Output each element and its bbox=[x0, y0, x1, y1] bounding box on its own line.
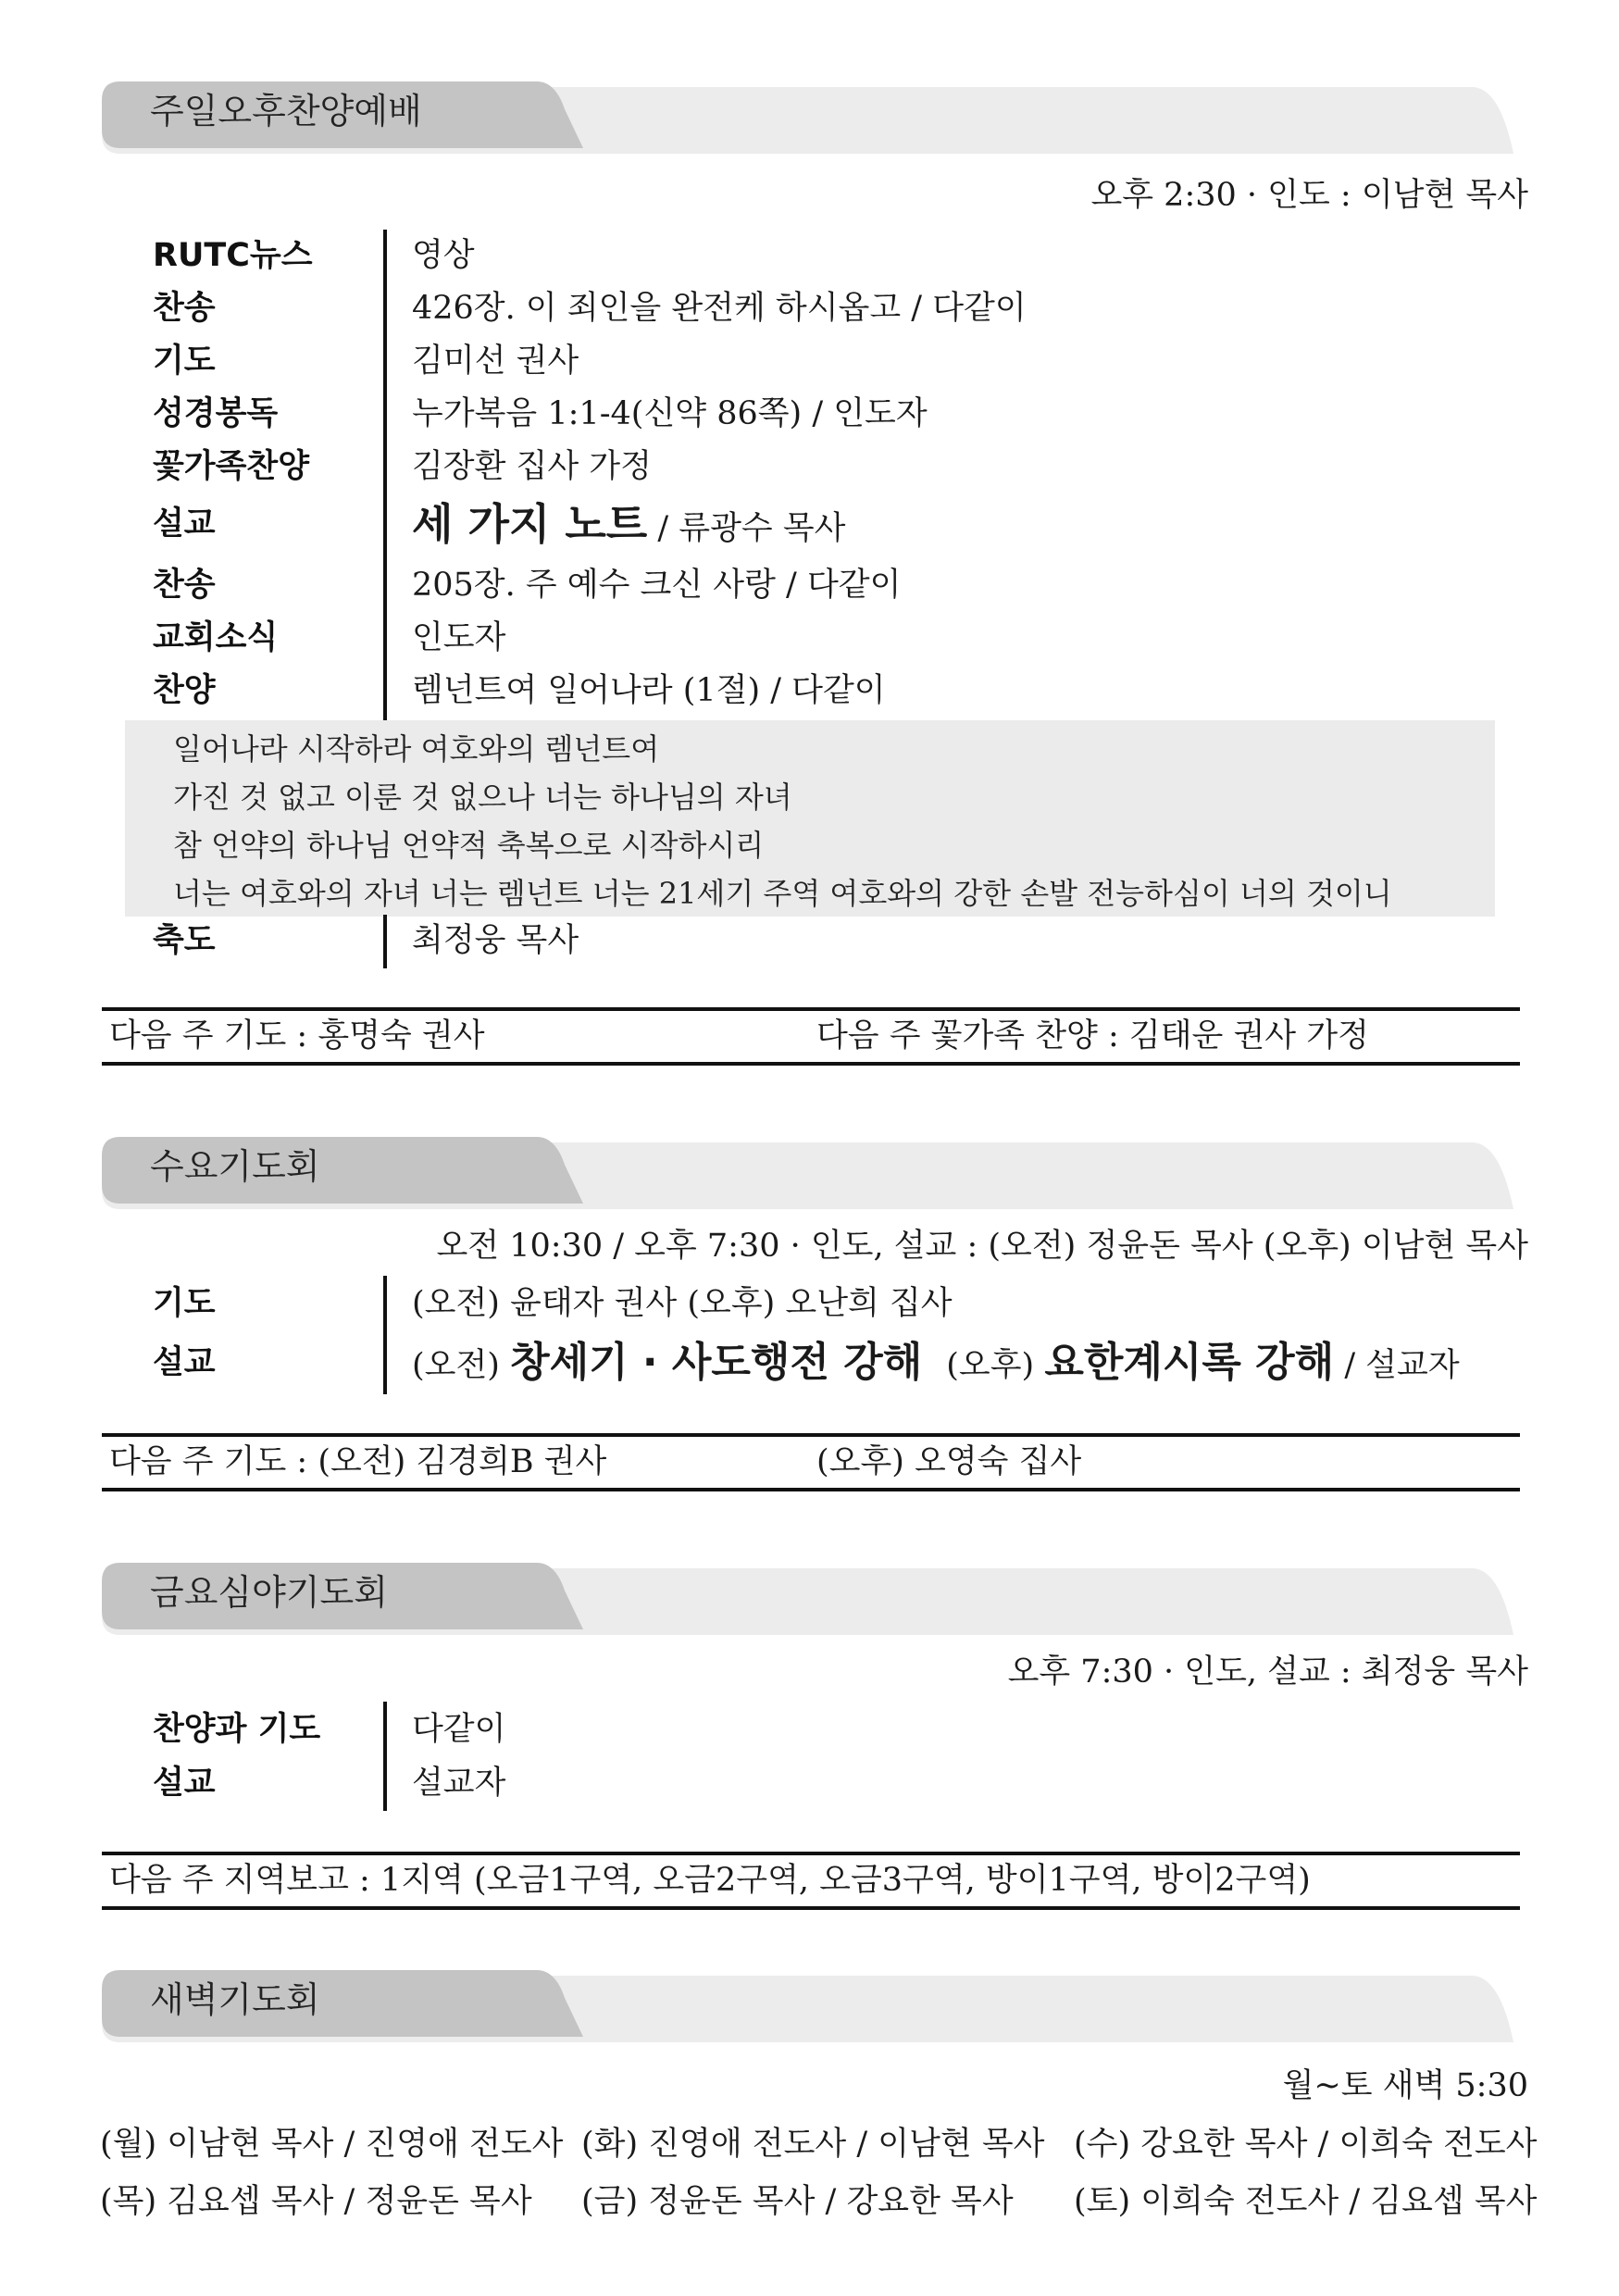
wednesday-time: 오전 10:30 / 오후 7:30 · 인도, 설교 : (오전) 정윤돈 목사 (오후) 이남현 목사 bbox=[436, 1228, 1528, 1265]
next-week-prayer-pm: (오후) 오영숙 집사 bbox=[816, 1443, 1082, 1480]
sermon-row bbox=[153, 1337, 1523, 1389]
section-header-friday bbox=[102, 1563, 1518, 1635]
order-label: 찬양과 기도 bbox=[153, 1711, 321, 1748]
order-value bbox=[412, 498, 845, 555]
next-week-prayer: 다음 주 기도 : 홍명숙 권사 bbox=[109, 1017, 485, 1054]
sunday-time: 오후 2:30 · 인도 : 이남현 목사 bbox=[1090, 177, 1528, 214]
order-row bbox=[153, 441, 1523, 493]
order-value bbox=[412, 1337, 1460, 1391]
order-value: 김미선 권사 bbox=[412, 343, 579, 380]
order-value: 누가복음 1:1-4(신약 86쪽) / 인도자 bbox=[412, 395, 928, 432]
order-label: 찬송 bbox=[153, 567, 216, 604]
order-row bbox=[153, 1703, 1523, 1755]
order-value: 김장환 집사 가정 bbox=[412, 448, 652, 485]
lyric-line: 참 언약의 하나님 언약적 축복으로 시작하시리 bbox=[173, 828, 765, 863]
order-label: 설교 bbox=[153, 1344, 216, 1381]
lyric-line: 가진 것 없고 이룬 것 없으나 너는 하나님의 자녀 bbox=[173, 780, 792, 815]
section-title: 주일오후찬양예배 bbox=[150, 91, 422, 131]
order-row bbox=[153, 1757, 1523, 1809]
next-week-region-report: 다음 주 지역보고 : 1지역 (오금1구역, 오금2구역, 오금3구역, 방이1구역, 방이2구역) bbox=[109, 1862, 1311, 1899]
order-label: 설교 bbox=[153, 505, 216, 543]
dawn-day-entry: (토) 이희숙 전도사 / 김요셉 목사 bbox=[1074, 2183, 1538, 2220]
dawn-day-entry: (월) 이남현 목사 / 진영애 전도사 bbox=[100, 2126, 564, 2163]
order-row bbox=[153, 282, 1523, 334]
order-row bbox=[153, 559, 1523, 611]
benediction-row bbox=[153, 915, 1523, 967]
next-week-box bbox=[102, 1433, 1520, 1491]
order-label: 꽃가족찬양 bbox=[153, 448, 310, 485]
next-week-prayer-am: 다음 주 기도 : (오전) 김경희B 권사 bbox=[109, 1443, 607, 1480]
section-title: 수요기도회 bbox=[150, 1146, 320, 1187]
sermon-am-prefix: (오전) bbox=[412, 1347, 511, 1384]
order-value: 인도자 bbox=[412, 619, 506, 656]
lyric-line: 일어나라 시작하라 여호와의 렘넌트여 bbox=[173, 731, 660, 767]
order-label: 교회소식 bbox=[153, 619, 279, 656]
section-header-wednesday bbox=[102, 1137, 1518, 1209]
friday-time: 오후 7:30 · 인도, 설교 : 최정웅 목사 bbox=[1007, 1653, 1528, 1691]
order-value: 렘넌트여 일어나라 (1절) / 다같이 bbox=[412, 672, 886, 709]
order-label: 기도 bbox=[153, 1285, 216, 1322]
order-label: 축도 bbox=[153, 922, 216, 959]
lyrics-box bbox=[125, 720, 1495, 917]
lyric-line: 너는 여호와의 자녀 너는 렘넌트 너는 21세기 주역 여호와의 강한 손발 전능하심이 너의 것이니 bbox=[173, 876, 1392, 911]
prayer-row bbox=[153, 1278, 1523, 1329]
order-label: RUTC뉴스 bbox=[153, 237, 313, 274]
sermon-pm-title: 요한계시록 강해 bbox=[1044, 1339, 1335, 1386]
sermon-pm-prefix: (오후) bbox=[946, 1347, 1045, 1384]
sermon-preacher: / 류광수 목사 bbox=[647, 510, 846, 547]
section-header-dawn bbox=[102, 1970, 1518, 2042]
sermon-suffix: / 설교자 bbox=[1334, 1347, 1460, 1384]
dawn-day-entry: (화) 진영애 전도사 / 이남현 목사 bbox=[581, 2126, 1045, 2163]
order-value: 205장. 주 예수 크신 사랑 / 다같이 bbox=[412, 567, 902, 604]
section-title: 금요심야기도회 bbox=[150, 1572, 388, 1613]
section-title: 새벽기도회 bbox=[150, 1979, 320, 2020]
order-row bbox=[153, 388, 1523, 440]
sermon-am-title: 창세기 · 사도행전 강해 bbox=[510, 1339, 923, 1386]
order-value: (오전) 윤태자 권사 (오후) 오난희 집사 bbox=[412, 1285, 953, 1322]
order-row bbox=[153, 335, 1523, 387]
order-row bbox=[153, 612, 1523, 664]
order-label: 설교 bbox=[153, 1765, 216, 1802]
order-value: 영상 bbox=[412, 237, 475, 274]
dawn-day-entry: (수) 강요한 목사 / 이희숙 전도사 bbox=[1074, 2126, 1538, 2163]
dawn-day-entry: (목) 김요셉 목사 / 정윤돈 목사 bbox=[100, 2183, 532, 2220]
order-label: 찬양 bbox=[153, 672, 216, 709]
order-row bbox=[153, 230, 1523, 281]
order-value: 다같이 bbox=[412, 1711, 506, 1748]
order-value: 최정웅 목사 bbox=[412, 922, 579, 959]
sermon-row bbox=[153, 498, 1523, 550]
order-row bbox=[153, 665, 1523, 717]
order-value: 설교자 bbox=[412, 1765, 506, 1802]
order-label: 기도 bbox=[153, 343, 216, 380]
section-header-sunday bbox=[102, 81, 1518, 154]
next-week-box bbox=[102, 1852, 1520, 1910]
next-week-box bbox=[102, 1007, 1520, 1066]
order-value: 426장. 이 죄인을 완전케 하시옵고 / 다같이 bbox=[412, 290, 1027, 327]
sermon-title: 세 가지 노트 bbox=[412, 499, 648, 549]
order-label: 찬송 bbox=[153, 290, 216, 327]
order-label: 성경봉독 bbox=[153, 395, 279, 432]
dawn-day-entry: (금) 정윤돈 목사 / 강요한 목사 bbox=[581, 2183, 1014, 2220]
dawn-time: 월~토 새벽 5:30 bbox=[1282, 2067, 1528, 2104]
next-week-flower-praise: 다음 주 꽃가족 찬양 : 김태운 권사 가정 bbox=[816, 1017, 1369, 1054]
